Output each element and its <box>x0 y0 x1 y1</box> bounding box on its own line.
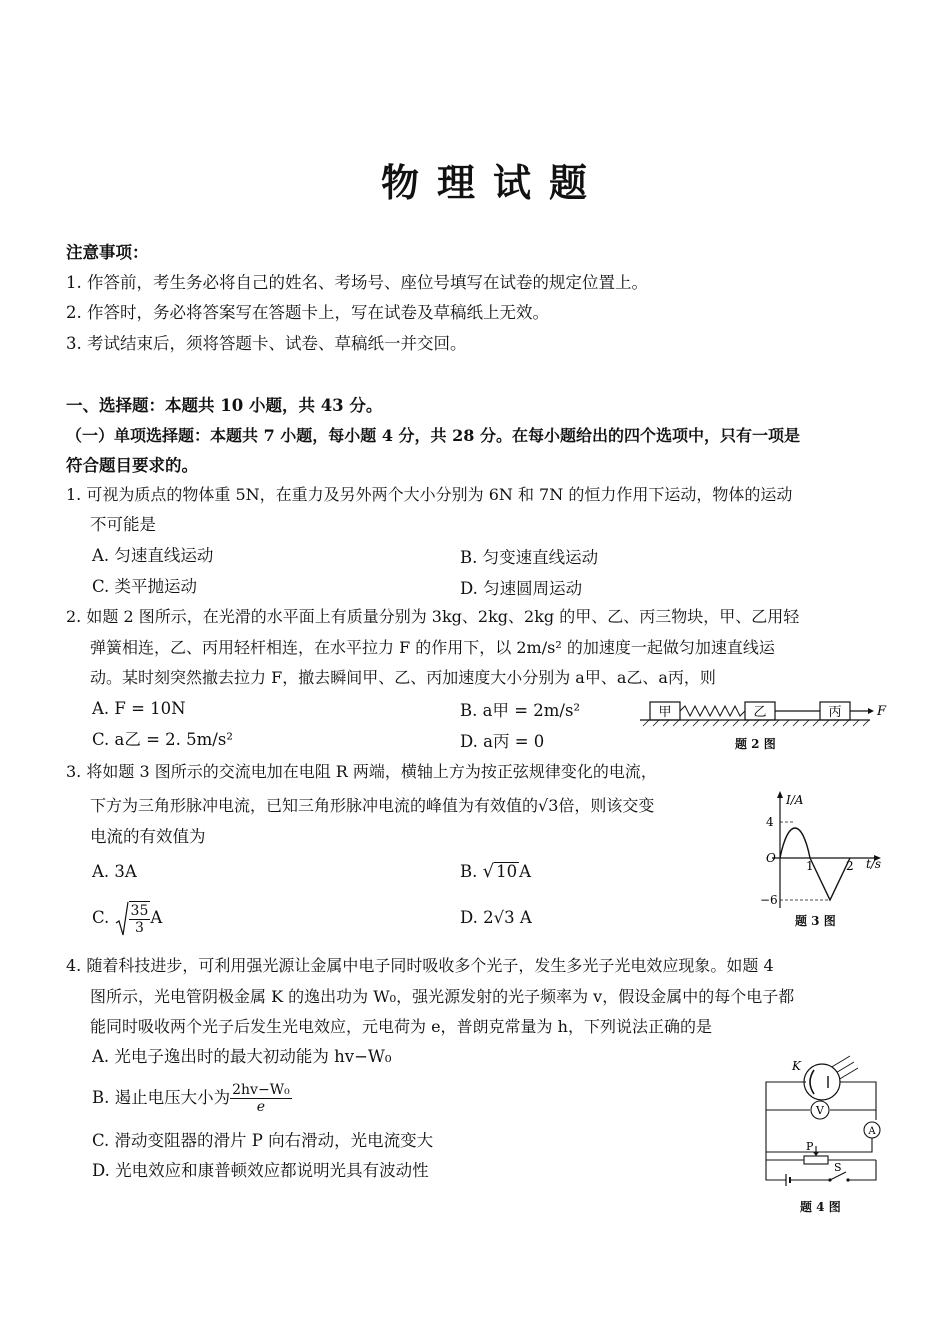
q3-figure <box>760 790 890 915</box>
page-title: 物理试题 <box>380 160 605 205</box>
i-axis-arrow <box>777 791 783 798</box>
q3-option-c-denominator: 3 <box>134 920 144 936</box>
q4-option-a: A. 光电子逸出时的最大初动能为 hv−W₀ <box>92 1047 392 1066</box>
q3-stem-1: 3. 将如题 3 图所示的交流电加在电阻 R 两端，横轴上方为按正弦规律变化的电流， <box>66 762 657 781</box>
q1-option-b: B. 匀变速直线运动 <box>460 548 599 567</box>
y-tick-neg6: −6 <box>760 893 778 907</box>
x-tick-1: 1 <box>806 859 814 873</box>
cathode-label: K <box>792 1059 801 1073</box>
force-arrow-head <box>868 708 874 714</box>
q4-option-b <box>92 1078 292 1118</box>
q2-stem-3: 动。某时刻突然撤去拉力 F，撤去瞬间甲、乙、丙加速度大小分别为 a甲、a乙、a丙，则 <box>90 668 716 687</box>
q3-option-c <box>92 900 162 937</box>
y-tick-4: 4 <box>766 815 774 829</box>
wire-switch-right <box>848 1160 876 1180</box>
wire-right-top <box>840 1082 876 1120</box>
q4-figure <box>758 1050 888 1195</box>
q3-option-d: D. 2√3 A <box>460 908 532 927</box>
voltmeter-label: V <box>816 1104 824 1117</box>
q1-stem-2: 不可能是 <box>90 515 156 534</box>
q2-option-c: C. a乙 = 2. 5m/s² <box>92 730 233 749</box>
q3-option-b-unit: A <box>519 862 532 881</box>
q2-stem-1: 2. 如题 2 图所示，在光滑的水平面上有质量分别为 3kg、2kg、2kg 的甲、乙、丙三物块，甲、乙用轻 <box>66 607 800 626</box>
q4-stem-1: 4. 随着科技进步，可利用强光源让金属中电子同时吸收多个光子，发生多光子光电效应现象。如题 4 <box>66 956 774 975</box>
notice-item-3: 3. 考试结束后，须将答题卡、试卷、草稿纸一并交回。 <box>66 334 467 353</box>
q4-option-d: D. 光电效应和康普顿效应都说明光具有波动性 <box>92 1161 429 1180</box>
q3-option-b <box>460 861 531 883</box>
notice-item-2: 2. 作答时，务必将答案写在答题卡上，写在试卷及草稿纸上无效。 <box>66 303 549 322</box>
q3-option-b-radicand: 10 <box>496 862 518 881</box>
q2-figure-caption: 题 2 图 <box>735 737 776 751</box>
spring <box>680 706 745 716</box>
q2-option-d: D. a丙 = 0 <box>460 732 545 751</box>
q2-stem-2: 弹簧相连，乙、丙用轻杆相连，在水平拉力 F 的作用下，以 2m/s² 的加速度一起做匀加速直线运 <box>90 638 775 657</box>
section-subheading-1: （一）单项选择题：本题共 7 小题，每小题 4 分，共 28 分。在每小题给出的四个选项中，只有一项是 <box>66 426 800 445</box>
notice-item-1: 1. 作答前，考生务必将自己的姓名、考场号、座位号填写在试卷的规定位置上。 <box>66 273 648 292</box>
rheostat <box>804 1156 828 1164</box>
t-axis-label: t/s <box>866 857 882 871</box>
notice-heading: 注意事项： <box>66 243 149 262</box>
block-jia-label: 甲 <box>658 705 672 720</box>
q3-option-b-radical: √ <box>482 861 495 882</box>
q4-option-c: C. 滑动变阻器的滑片 P 向右滑动，光电流变大 <box>92 1131 434 1150</box>
ammeter-label: A <box>868 1126 876 1137</box>
q2-figure <box>635 700 885 740</box>
q1-option-d: D. 匀速圆周运动 <box>460 579 583 598</box>
q4-option-b-fraction <box>230 1082 292 1115</box>
q3-option-b-prefix: B. <box>460 862 483 881</box>
q4-option-b-denominator: e <box>256 1099 266 1115</box>
block-yi-label: 乙 <box>753 705 767 720</box>
q4-stem-3: 能同时吸收两个光子后发生光电效应，元电荷为 e，普朗克常量为 h，下列说法正确的是 <box>90 1017 712 1036</box>
q3-option-c-fraction <box>129 901 151 936</box>
section-heading: 一、选择题：本题共 10 小题，共 43 分。 <box>66 396 383 415</box>
q3-option-c-prefix: C. <box>92 908 115 927</box>
q3-option-c-unit: A <box>150 908 163 927</box>
slider-arrow <box>813 1152 819 1156</box>
q3-option-c-radical-sign <box>115 901 129 937</box>
block-bing-label: 丙 <box>828 705 842 720</box>
q2-option-b: B. a甲 = 2m/s² <box>460 701 581 720</box>
x-tick-2: 2 <box>846 859 854 873</box>
q2-option-a: A. F = 10N <box>92 699 186 718</box>
ground-hatch <box>643 720 869 726</box>
q4-option-b-prefix: B. 遏止电压大小为 <box>92 1088 231 1107</box>
q4-figure-caption: 题 4 图 <box>800 1200 841 1214</box>
q4-stem-2: 图所示，光电管阴极金属 K 的逸出功为 W₀，强光源发射的光子频率为 v，假设金属中的每个电子都 <box>90 987 795 1006</box>
switch-contact-1 <box>828 1178 831 1181</box>
q3-option-c-numerator: 35 <box>130 903 149 919</box>
force-label: F <box>877 704 887 719</box>
section-subheading-2: 符合题目要求的。 <box>66 456 198 475</box>
slider-label: P <box>806 1140 814 1153</box>
q3-figure-caption: 题 3 图 <box>795 914 836 928</box>
q1-option-a: A. 匀速直线运动 <box>92 546 214 565</box>
switch-label: S <box>834 1161 842 1174</box>
wire-right-bottom <box>766 1138 872 1152</box>
q3-option-a: A. 3A <box>92 862 137 881</box>
wire-left-top <box>766 1082 806 1180</box>
i-axis-label: I/A <box>786 793 804 807</box>
q3-stem-3: 电流的有效值为 <box>90 827 206 846</box>
q3-stem-2: 下方为三角形脉冲电流，已知三角形脉冲电流的峰值为有效值的√3倍，则该交变 <box>90 796 655 815</box>
sine-half-wave <box>780 828 810 858</box>
triangle-pulse <box>810 858 850 900</box>
q1-stem-1: 1. 可视为质点的物体重 5N，在重力及另外两个大小分别为 6N 和 7N 的恒力作用下运动，物体的运动 <box>66 485 793 504</box>
q4-option-b-numerator: 2hv−W₀ <box>232 1082 290 1098</box>
q1-option-c: C. 类平抛运动 <box>92 577 198 596</box>
origin-label: O <box>766 851 776 865</box>
